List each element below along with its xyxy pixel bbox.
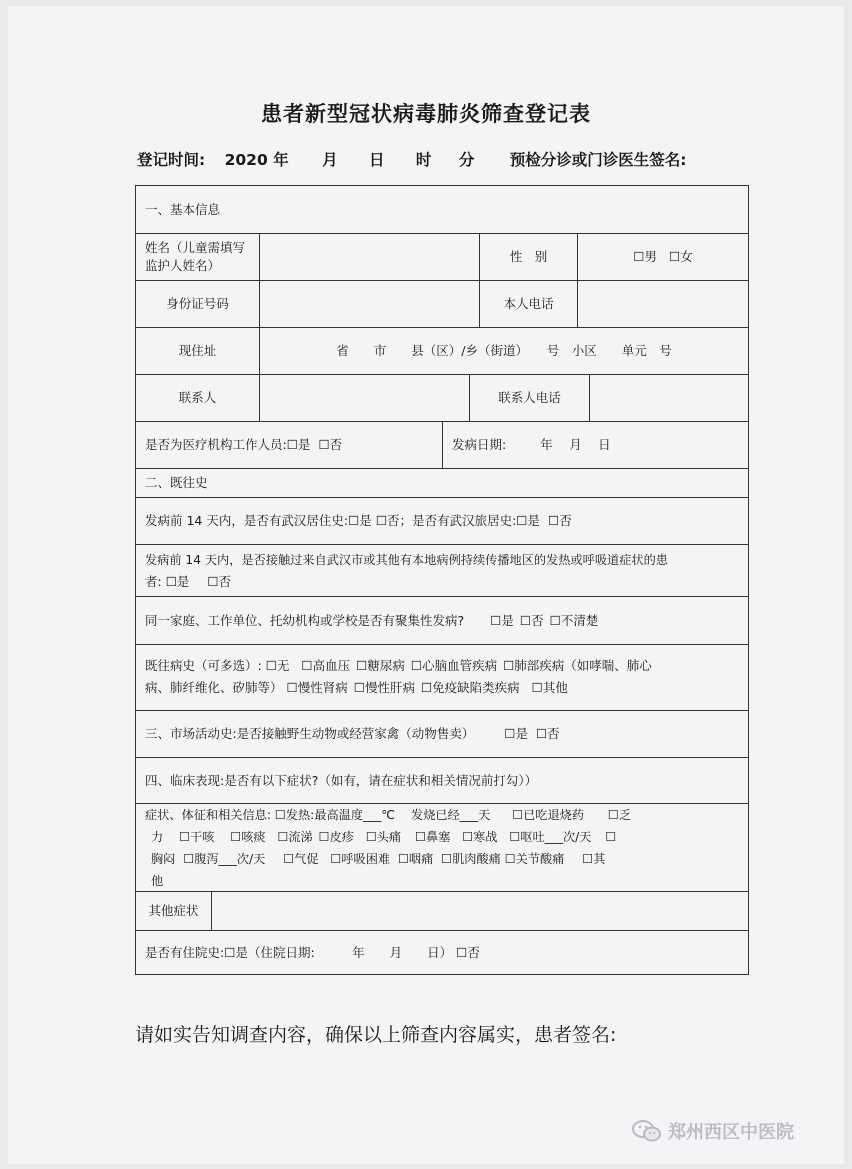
symptoms-cell	[136, 804, 748, 892]
contact-phone-field[interactable]	[589, 375, 748, 421]
section-basic-row	[136, 186, 748, 233]
id-row	[136, 280, 748, 327]
past-illness-line2-prefix: 病、肺纤维化、矽肺等）	[145, 680, 283, 695]
symptom-joint-pain: 关节酸痛	[515, 852, 565, 866]
cluster-yes: 是	[501, 612, 514, 628]
muscle-pain-checkbox[interactable]	[441, 852, 452, 866]
contact-yes: 是	[176, 574, 190, 589]
wuhan-residence-label: 发病前 14 天内，是否有武汉居住史:	[145, 513, 349, 528]
registration-hour: 时	[415, 151, 432, 169]
shortness-breath-checkbox[interactable]	[283, 852, 294, 866]
section-clinical-row	[136, 757, 748, 803]
antipyretic-checkbox[interactable]	[512, 808, 523, 822]
joint-pain-checkbox[interactable]	[505, 852, 516, 866]
market-no-checkbox[interactable]	[536, 725, 547, 743]
onset-date[interactable]: 年 月 日	[540, 437, 611, 452]
illness-kidney-checkbox[interactable]	[287, 680, 298, 695]
cluster-yes-checkbox[interactable]	[490, 612, 501, 630]
gender-options	[577, 234, 748, 280]
symptoms-line3	[145, 848, 739, 870]
fatigue-checkbox[interactable]	[608, 808, 619, 822]
contact-no: 否	[218, 574, 232, 589]
contact-row	[136, 374, 748, 421]
contact-label: 联系人	[178, 390, 217, 405]
wechat-icon	[632, 1119, 662, 1143]
illness-cardio: 心脑血管疾病	[422, 658, 498, 673]
residence-yes: 是	[359, 513, 372, 528]
symptom-sputum: 咳痰	[241, 830, 266, 844]
illness-lung-checkbox[interactable]	[503, 658, 514, 673]
symptom-headache: 头痛	[376, 830, 402, 844]
past-illness-line1	[145, 655, 739, 677]
contact-phone-label: 联系人电话	[469, 375, 589, 421]
symptom-chills: 寒战	[473, 830, 498, 844]
symptom-fatigue-part1: 乏	[618, 808, 632, 822]
hospital-no: 否	[467, 944, 480, 960]
symptom-fatigue-part2: 力	[151, 830, 164, 844]
registration-day: 日	[368, 151, 385, 169]
illness-other-checkbox[interactable]	[532, 680, 543, 695]
male-label: 男	[644, 249, 657, 264]
fever-checkbox[interactable]	[275, 808, 286, 822]
other-symptoms-row	[136, 891, 748, 930]
symptom-antipyretic: 已吃退烧药	[523, 808, 585, 822]
chills-checkbox[interactable]	[462, 830, 473, 844]
address-field[interactable]: 省 市 县（区）/乡（街道） 号 小区 单元 号	[259, 328, 748, 374]
travel-no-checkbox[interactable]	[548, 512, 559, 530]
wuhan-cell: 发病前 14 天内，是否有武汉居住史: ☐ 是 ☐ 否 ； 是否有武汉旅居史: ☐ 是 ☐ 否	[136, 498, 748, 544]
registration-minute: 分	[458, 151, 475, 169]
market-no: 否	[547, 726, 560, 741]
past-illness-row	[136, 644, 748, 710]
registration-line	[137, 148, 686, 170]
travel-yes: 是	[527, 513, 541, 528]
wuhan-travel-label: 是否有武汉旅居史:	[412, 513, 517, 528]
other-symptoms-field[interactable]	[211, 892, 748, 930]
runny-nose-checkbox[interactable]	[277, 830, 288, 844]
market-yes-checkbox[interactable]	[504, 725, 515, 743]
illness-liver-checkbox[interactable]	[354, 680, 365, 695]
travel-no: 否	[559, 513, 572, 528]
market-yes: 是	[515, 726, 528, 741]
id-field[interactable]	[259, 281, 479, 327]
contact-field[interactable]	[259, 375, 469, 421]
patient-contact-row	[136, 544, 748, 596]
medical-worker-yes-checkbox[interactable]	[287, 436, 298, 454]
section-market-title: 三、市场活动史:是否接触野生动物或经营家禽（动物售卖）	[145, 726, 475, 741]
cluster-no-checkbox[interactable]	[520, 612, 531, 630]
onset-cell	[442, 422, 748, 468]
dyspnea-checkbox[interactable]	[330, 852, 341, 866]
illness-diabetes-checkbox[interactable]	[356, 658, 367, 673]
medical-worker-yes: 是	[297, 437, 311, 452]
section-basic-title: 一、基本信息	[145, 201, 221, 217]
female-label: 女	[680, 249, 693, 264]
cluster-unclear: 不清楚	[560, 612, 599, 628]
vomit-checkbox[interactable]	[509, 830, 520, 844]
symptom-runny-nose: 流涕	[288, 830, 313, 844]
past-illness-cell	[136, 645, 748, 699]
contact-yes-checkbox[interactable]	[166, 574, 177, 589]
cluster-unclear-checkbox[interactable]	[550, 612, 561, 630]
symptom-chest-tightness: 胸闷	[151, 852, 176, 866]
section-clinical-title: 四、临床表现:是否有以下症状?（如有，请在症状和相关情况前打勾））	[145, 772, 538, 788]
patient-contact-line2	[145, 571, 739, 593]
cluster-row	[136, 596, 748, 644]
travel-yes-checkbox[interactable]	[516, 512, 527, 530]
headache-checkbox[interactable]	[366, 830, 377, 844]
illness-diabetes: 糖尿病	[367, 658, 405, 673]
phone-field[interactable]	[577, 281, 748, 327]
residence-yes-checkbox[interactable]	[348, 512, 359, 530]
symptom-dyspnea: 呼吸困难	[341, 852, 391, 866]
cluster-cell	[136, 597, 748, 644]
hospital-yes-checkbox[interactable]	[224, 944, 235, 962]
gender-label: 性 别	[479, 234, 577, 280]
rash-checkbox[interactable]	[319, 830, 330, 844]
hospital-no-checkbox[interactable]	[456, 944, 467, 962]
hospital-row	[136, 930, 748, 974]
hospital-cell	[136, 931, 748, 974]
dry-cough-checkbox[interactable]	[179, 830, 190, 844]
residence-no: 否	[387, 513, 400, 528]
symptom-fever: 发热:最高温度___℃ 发烧已经___天	[285, 808, 491, 822]
medical-worker-no: 否	[329, 437, 343, 452]
symptom-shortness-breath: 气促	[294, 852, 319, 866]
medical-worker-cell	[136, 422, 442, 468]
other-symptom-checkbox[interactable]	[582, 852, 593, 866]
hospital-label: 是否有住院史:	[145, 944, 225, 960]
symptom-other-part2: 他	[151, 874, 164, 888]
other-symptoms-label: 其他症状	[148, 903, 199, 918]
symptom-sore-throat: 咽痛	[408, 852, 434, 866]
section-history-title: 二、既往史	[145, 475, 208, 490]
symptoms-row	[136, 803, 748, 891]
past-illness-line2	[145, 677, 739, 699]
medical-worker-label: 是否为医疗机构工作人员:	[145, 437, 287, 452]
registration-month: 月	[322, 151, 338, 169]
watermark-text: 郑州西区中医院	[668, 1122, 794, 1143]
contact-no-checkbox[interactable]	[207, 574, 218, 589]
symptom-diarrhea: 腹泻___次/天	[194, 852, 266, 866]
illness-none: 无	[276, 658, 290, 673]
hospital-yes: 是（住院日期: 年 月 日）	[235, 944, 453, 960]
congestion-checkbox[interactable]	[415, 830, 426, 844]
sputum-checkbox[interactable]	[230, 830, 241, 844]
illness-liver: 慢性肝病	[364, 680, 415, 695]
patient-contact-cell	[136, 545, 748, 593]
illness-hypertension-checkbox[interactable]	[301, 658, 312, 673]
section-history-row	[136, 468, 748, 497]
symptom-rash: 皮疹	[329, 830, 354, 844]
name-field[interactable]	[259, 234, 479, 280]
illness-other: 其他	[542, 680, 568, 695]
cluster-no: 否	[531, 612, 544, 628]
patient-contact-suffix: 者:	[145, 574, 162, 589]
illness-kidney: 慢性肾病	[297, 680, 348, 695]
symptom-other-part1: 其	[593, 852, 606, 866]
past-illness-label: 既往病史（可多选）:	[145, 658, 262, 673]
name-row	[136, 233, 748, 280]
illness-lung: 肺部疾病（如哮喘、肺心	[514, 658, 652, 673]
chest-tightness-checkbox[interactable]	[605, 830, 616, 844]
illness-immune: 免疫缺陷类疾病	[432, 680, 520, 695]
symptom-dry-cough: 干咳	[190, 830, 215, 844]
registration-year: 2020 年	[224, 151, 289, 169]
medical-worker-no-checkbox[interactable]	[318, 436, 329, 454]
watermark	[632, 1118, 794, 1144]
diarrhea-checkbox[interactable]	[183, 852, 194, 866]
illness-hypertension: 高血压	[312, 658, 351, 673]
onset-label: 发病日期:	[452, 437, 507, 452]
cluster-question: 同一家庭、工作单位、托幼机构或学校是否有聚集性发病?	[145, 612, 465, 628]
illness-cardio-checkbox[interactable]	[411, 658, 422, 673]
phone-label: 本人电话	[479, 281, 577, 327]
wuhan-row	[136, 497, 748, 544]
address-row	[136, 327, 748, 374]
sore-throat-checkbox[interactable]	[398, 852, 409, 866]
symptom-muscle-pain: 肌肉酸痛	[452, 852, 501, 866]
female-checkbox[interactable]	[669, 248, 680, 266]
screening-table	[135, 185, 749, 975]
patient-signature-statement: 请如实告知调查内容，确保以上筛查内容属实，患者签名:	[135, 1024, 617, 1046]
residence-no-checkbox[interactable]	[376, 512, 387, 530]
symptom-congestion: 鼻塞	[425, 830, 451, 844]
symptoms-line1	[145, 804, 739, 826]
symptoms-label: 症状、体征和相关信息:	[145, 808, 271, 822]
symptom-vomit: 呕吐___次/天	[520, 830, 592, 844]
name-label: 姓名（儿童需填写监护人姓名）	[145, 240, 246, 273]
medical-worker-row	[136, 421, 748, 468]
form-title: 患者新型冠状病毒肺炎筛查登记表	[261, 102, 591, 126]
patient-contact-line1: 发病前 14 天内，是否接触过来自武汉市或其他有本地病例持续传播地区的发热或呼吸道症状的患	[145, 553, 668, 567]
male-checkbox[interactable]	[633, 248, 644, 266]
doctor-signature-label: 预检分诊或门诊医生签名:	[509, 151, 687, 169]
address-label: 现住址	[178, 343, 217, 358]
registration-time-label: 登记时间:	[137, 151, 206, 169]
id-label: 身份证号码	[166, 296, 229, 311]
illness-immune-checkbox[interactable]	[421, 680, 432, 695]
illness-none-checkbox[interactable]	[266, 658, 277, 673]
section-market-row	[136, 710, 748, 757]
market-cell	[136, 711, 748, 757]
symptoms-line2	[145, 826, 739, 848]
